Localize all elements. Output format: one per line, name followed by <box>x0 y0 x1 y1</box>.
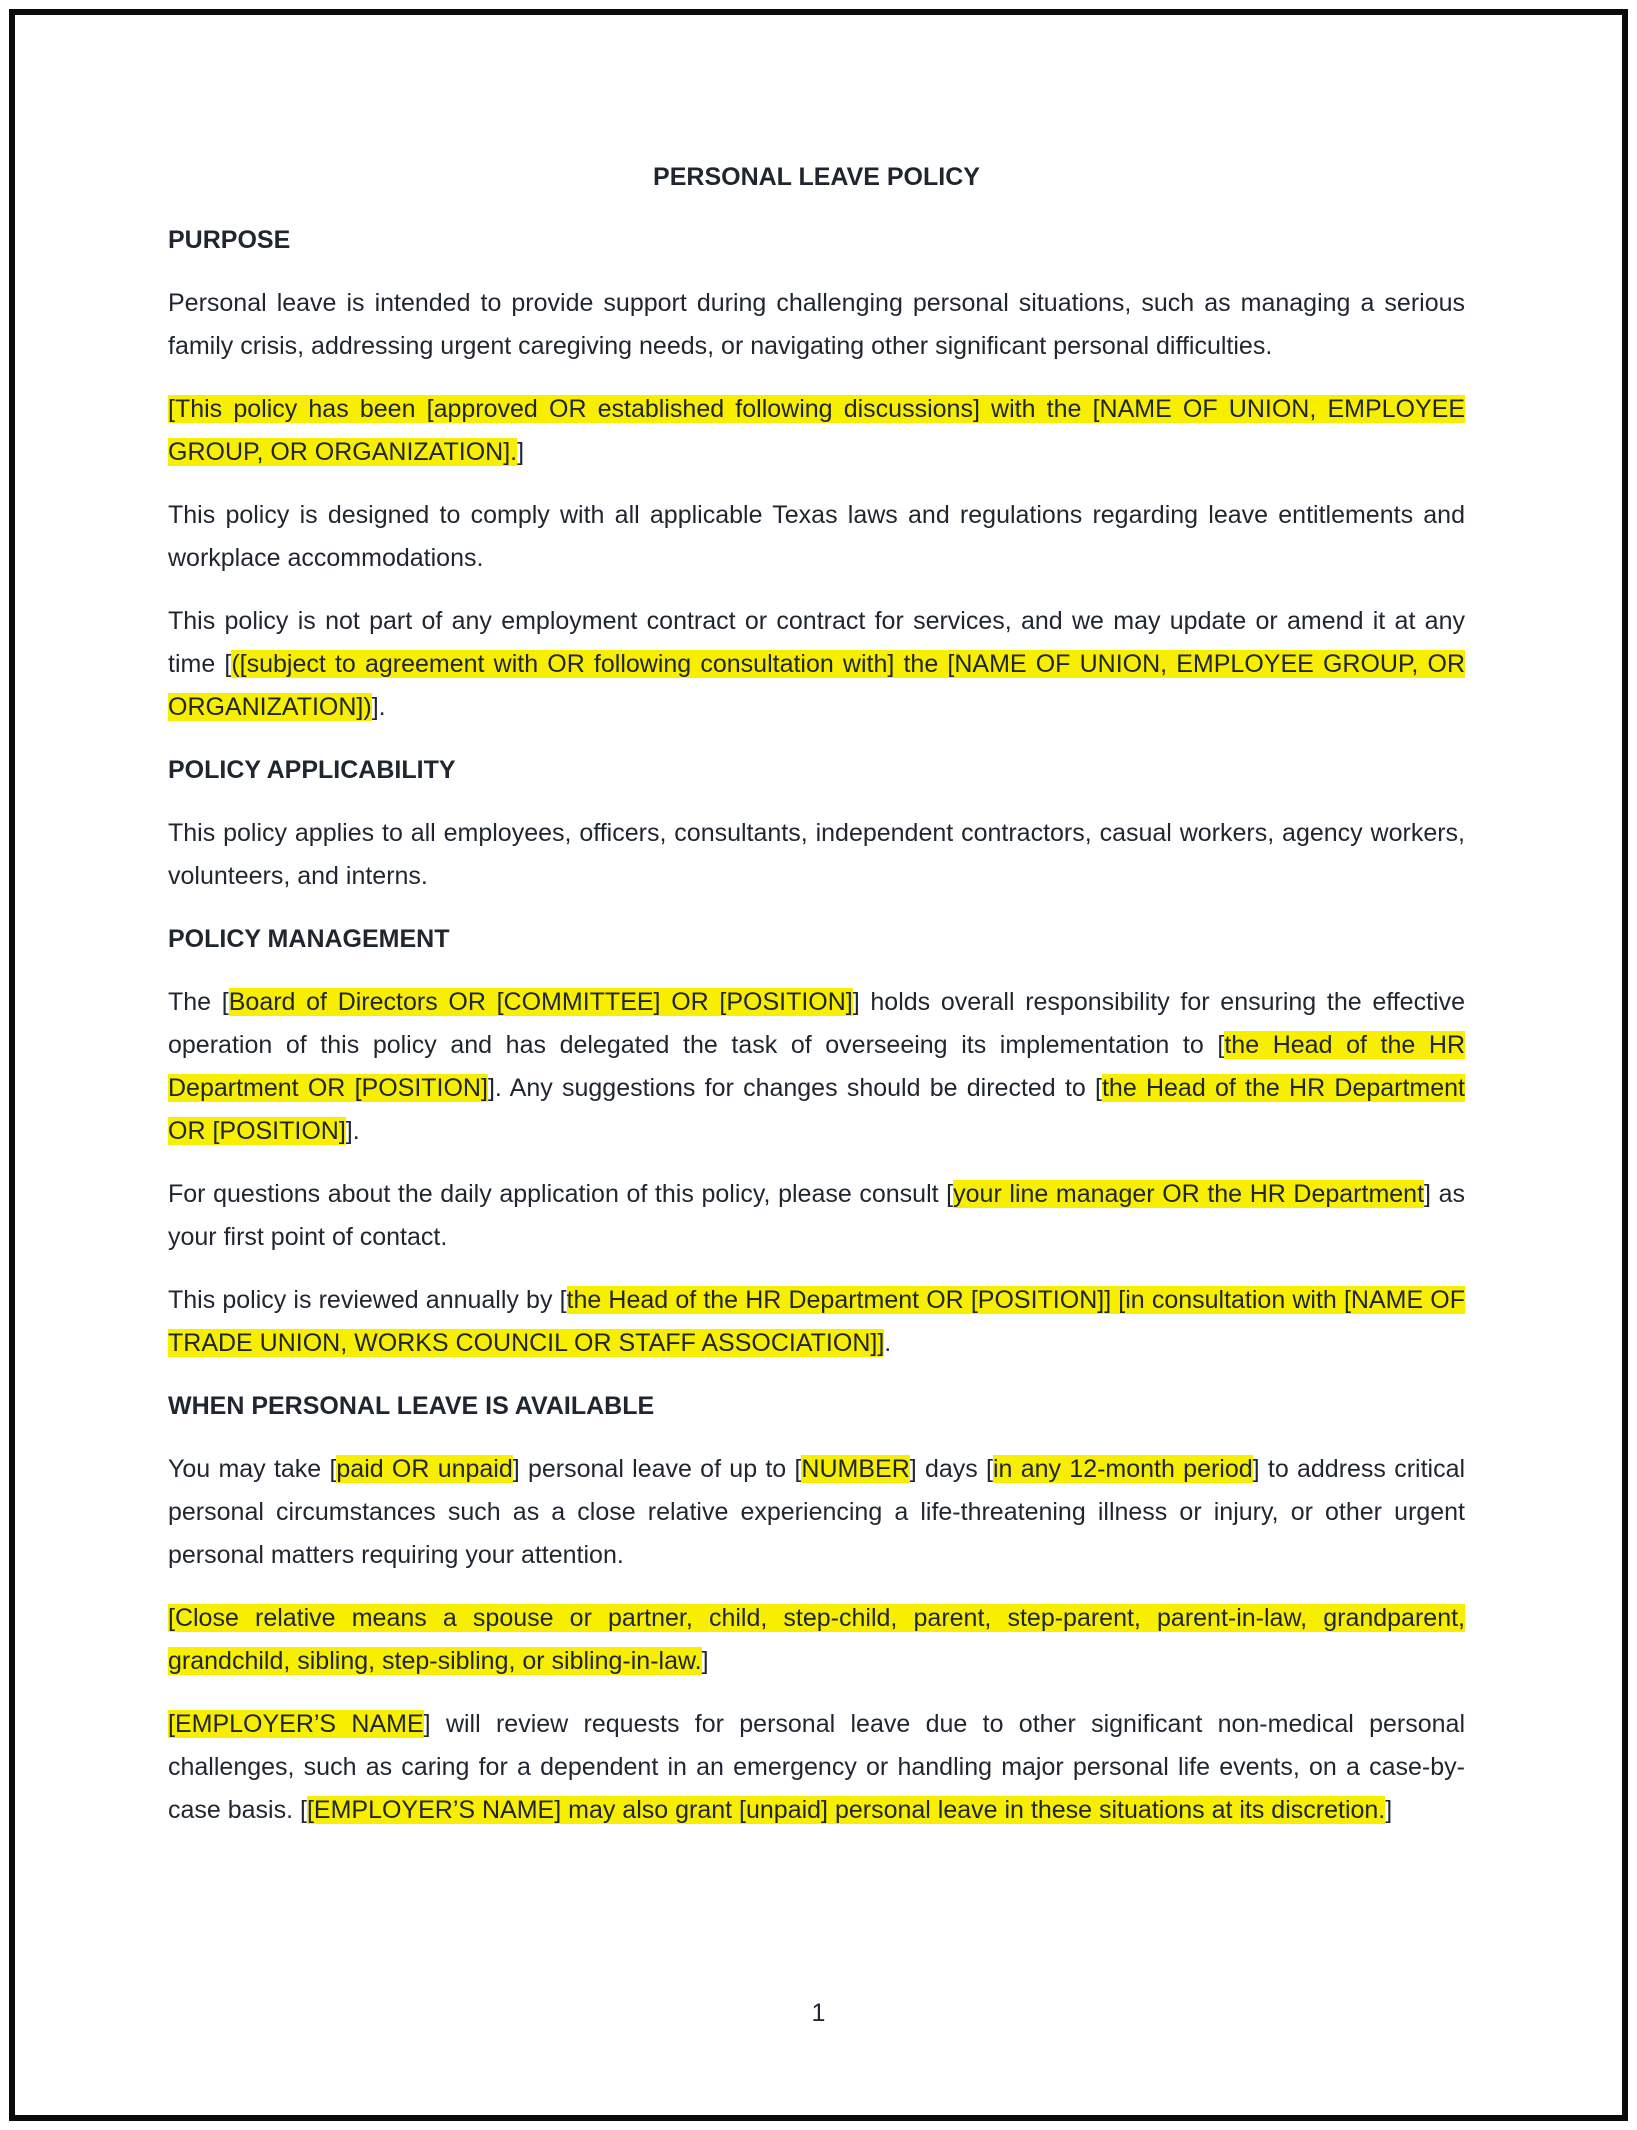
body-text: ] days [ <box>909 1455 993 1483</box>
body-text: ] personal leave of up to [ <box>512 1455 802 1483</box>
paragraph <box>168 981 1465 1153</box>
body-text: . <box>884 1329 892 1357</box>
page-number: 1 <box>811 1999 826 2027</box>
paragraph <box>168 388 1465 474</box>
highlighted-text: the Head of the HR Department OR [POSITION] <box>168 1031 1465 1102</box>
body-text: ] will review requests for personal leave due to other significant non-medical personal challenges, such as caring for a dependent in an emergency or handling major personal life events, on a case-by-case basis. [ <box>168 1710 1466 1824</box>
paragraph <box>168 1279 1465 1365</box>
highlighted-text: [Close relative means a spouse or partner, child, step-child, parent, step-parent, parent-in-law, grandparent, grandchild, sibling, step-sibling, or sibling-in-law. <box>168 1604 1465 1675</box>
highlighted-text: NUMBER <box>801 1455 910 1483</box>
body-text: ]. <box>345 1117 360 1145</box>
highlighted-text: your line manager OR the HR Department <box>953 1180 1425 1208</box>
body-text: You may take [ <box>168 1455 337 1483</box>
paragraph <box>168 812 1465 898</box>
body-text: This policy is not part of any employment contract or contract for services, and we may update or amend it at any time [ <box>168 607 1465 678</box>
body-text: For questions about the daily application of this policy, please consult [ <box>168 1180 954 1208</box>
body-text: Personal leave is intended to provide support during challenging personal situations, such as managing a serious family crisis, addressing urgent caregiving needs, or navigating other significant personal difficulties. <box>168 289 1465 360</box>
body-text: ] <box>517 438 525 466</box>
highlighted-text: the Head of the HR Department OR [POSITION] <box>168 1074 1466 1145</box>
document-content <box>168 156 1465 1852</box>
highlighted-text: in any 12-month period <box>993 1455 1253 1483</box>
paragraph <box>168 1173 1465 1259</box>
paragraph <box>168 1597 1465 1683</box>
body-text: ] holds overall responsibility for ensuring the effective operation of this policy and has delegated the task of overseeing its implementation to [ <box>168 988 1465 1059</box>
highlighted-text: [EMPLOYER’S NAME] may also grant [unpaid] personal leave in these situations at its discretion. <box>306 1796 1386 1824</box>
paragraph <box>168 1448 1465 1577</box>
document-blocks <box>168 219 1465 1832</box>
body-text: ] <box>1385 1796 1393 1824</box>
section-heading: PURPOSE <box>168 226 291 254</box>
body-text: The [ <box>168 988 229 1016</box>
body-text: This policy is designed to comply with all applicable Texas laws and regulations regarding leave entitlements and workplace accommodations. <box>168 501 1465 572</box>
section-heading: WHEN PERSONAL LEAVE IS AVAILABLE <box>168 1392 655 1420</box>
body-text: ] to address critical personal circumstances such as a close relative experiencing a life-threatening illness or injury, or other urgent personal matters requiring your attention. <box>168 1455 1466 1569</box>
document-title: PERSONAL LEAVE POLICY <box>653 163 980 191</box>
highlighted-text: [This policy has been [approved OR established following discussions] with the [NAME OF UNION, EMPLOYEE GROUP, OR ORGANIZATION]. <box>168 395 1465 466</box>
body-text: ]. <box>371 693 386 721</box>
highlighted-text: Board of Directors OR [COMMITTEE] OR [POSITION] <box>228 988 853 1016</box>
paragraph <box>168 600 1465 729</box>
paragraph <box>168 494 1465 580</box>
highlighted-text: [EMPLOYER’S NAME <box>168 1710 424 1738</box>
body-text: ] <box>701 1647 709 1675</box>
highlighted-text: ([subject to agreement with OR following consultation with] the [NAME OF UNION, EMPLOYEE GROUP, OR ORGANIZATION]) <box>168 650 1466 721</box>
body-text: ] as your first point of contact. <box>168 1180 1465 1251</box>
paragraph <box>168 1703 1465 1832</box>
highlighted-text: paid OR unpaid <box>336 1455 513 1483</box>
body-text: This policy is reviewed annually by [ <box>168 1286 567 1314</box>
section-heading: POLICY MANAGEMENT <box>168 925 450 953</box>
highlighted-text: the Head of the HR Department OR [POSITION]] [in consultation with [NAME OF TRADE UNION, WORKS COUNCIL OR STAFF ASSOCIATION]] <box>168 1286 1465 1357</box>
body-text: This policy applies to all employees, officers, consultants, independent contractors, casual workers, agency workers, volunteers, and interns. <box>168 819 1465 890</box>
body-text: ]. Any suggestions for changes should be directed to [ <box>487 1074 1102 1102</box>
paragraph <box>168 282 1465 368</box>
section-heading: POLICY APPLICABILITY <box>168 756 456 784</box>
